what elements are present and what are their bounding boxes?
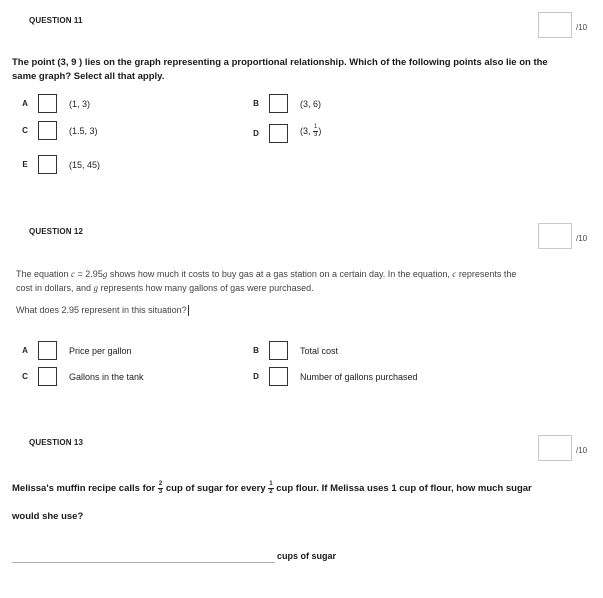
- q12-option-c-checkbox[interactable]: [38, 367, 57, 386]
- q13-answer-input[interactable]: [12, 548, 275, 562]
- q12-option-a-checkbox[interactable]: [38, 341, 57, 360]
- q12-option-b-letter: B: [253, 346, 259, 355]
- q13-stem-text-b: cup of sugar for every: [163, 483, 269, 495]
- q11-option-c-text: (1.5, 3): [69, 126, 98, 136]
- q12-equation-mid: = 2.95: [75, 269, 103, 279]
- q11-option-d-letter: D: [253, 129, 259, 138]
- question-12-score-input[interactable]: [538, 223, 572, 249]
- q12-option-b-checkbox[interactable]: [269, 341, 288, 360]
- question-11-stem-line2: same graph? Select all that apply.: [12, 71, 165, 82]
- question-11-label: QUESTION 11: [29, 16, 83, 25]
- q11-option-d-prefix: (3,: [300, 125, 314, 136]
- question-12-prompt: [16, 304, 189, 317]
- q12-var-c-2: c: [452, 269, 457, 279]
- q13-frac2-num: 1: [269, 481, 273, 487]
- question-13-stem-line2: would she use?: [12, 511, 84, 522]
- q11-option-c-checkbox[interactable]: [38, 121, 57, 140]
- q13-frac1-num: 2: [158, 481, 163, 487]
- q12-line2-text-b: represents how many gallons of gas were purchased.: [98, 283, 314, 293]
- q12-prompt-text: What does 2.95 represent in this situation?: [16, 305, 187, 315]
- q11-option-b-checkbox[interactable]: [269, 94, 288, 113]
- q11-option-a-checkbox[interactable]: [38, 94, 57, 113]
- q12-option-d-letter: D: [253, 372, 259, 381]
- q11-option-b-text: (3, 6): [300, 99, 322, 109]
- q12-stem-text-c: represents the: [456, 269, 517, 279]
- q12-option-b-text: Total cost: [300, 346, 339, 356]
- q11-option-a-text: (1, 3): [69, 99, 91, 109]
- question-13-max-score: /10: [576, 446, 588, 455]
- q12-var-c: c: [71, 269, 76, 279]
- q11-option-c-letter: C: [22, 126, 28, 135]
- q13-frac1-den: 3: [158, 489, 163, 495]
- q13-answer-underline: [12, 561, 275, 563]
- q11-option-d-checkbox[interactable]: [269, 124, 288, 143]
- question-11-max-score: /10: [576, 23, 588, 32]
- q12-var-g-2: g: [93, 283, 99, 293]
- q12-stem-text-a: The equation: [16, 269, 72, 279]
- q11-option-e-letter: E: [22, 160, 28, 169]
- question-13-label: QUESTION 13: [29, 438, 84, 447]
- q13-stem-text-c: cup flour. If Melissa uses 1 cup of flour, how much sugar: [273, 483, 532, 495]
- question-13-stem-line1: [12, 481, 532, 496]
- q11-option-b-letter: B: [253, 99, 259, 108]
- q12-option-c-letter: C: [22, 372, 28, 381]
- q13-stem-text-a: Melissa's muffin recipe calls for: [12, 483, 158, 495]
- question-11-score-input[interactable]: [538, 12, 572, 38]
- q12-line2-text-a: cost in dollars, and: [16, 283, 94, 293]
- q11-option-e-checkbox[interactable]: [38, 155, 57, 174]
- q11-option-d-frac-den: 3: [314, 132, 318, 138]
- question-12-stem-line2: [16, 282, 314, 295]
- question-13-score-input[interactable]: [538, 435, 572, 461]
- q11-option-d-suffix: ): [318, 125, 322, 136]
- text-cursor: [188, 305, 189, 316]
- q12-option-a-letter: A: [22, 346, 28, 355]
- question-12-stem-line1: [16, 268, 516, 281]
- q12-stem-text-b: shows how much it costs to buy gas at a gas station on a certain day. In the equation,: [107, 269, 453, 279]
- q12-option-d-checkbox[interactable]: [269, 367, 288, 386]
- question-12-max-score: /10: [576, 234, 588, 243]
- q12-var-g: g: [102, 269, 108, 279]
- q11-option-a-letter: A: [22, 99, 28, 108]
- q11-option-d-text: [300, 124, 321, 139]
- question-12-label: QUESTION 12: [29, 227, 84, 236]
- q11-option-d-frac-num: 1: [314, 124, 318, 130]
- q13-frac2-den: 2: [269, 489, 273, 495]
- q12-option-d-text: Number of gallons purchased: [300, 372, 418, 382]
- q12-option-c-text: Gallons in the tank: [69, 372, 144, 382]
- q13-answer-unit: cups of sugar: [277, 551, 337, 561]
- q11-option-e-text: (15, 45): [69, 160, 101, 170]
- question-11-stem-line1: The point (3, 9 ) lies on the graph representing a proportional relationship. Which of the following points also lie on the: [12, 57, 548, 68]
- q12-option-a-text: Price per gallon: [69, 346, 132, 356]
